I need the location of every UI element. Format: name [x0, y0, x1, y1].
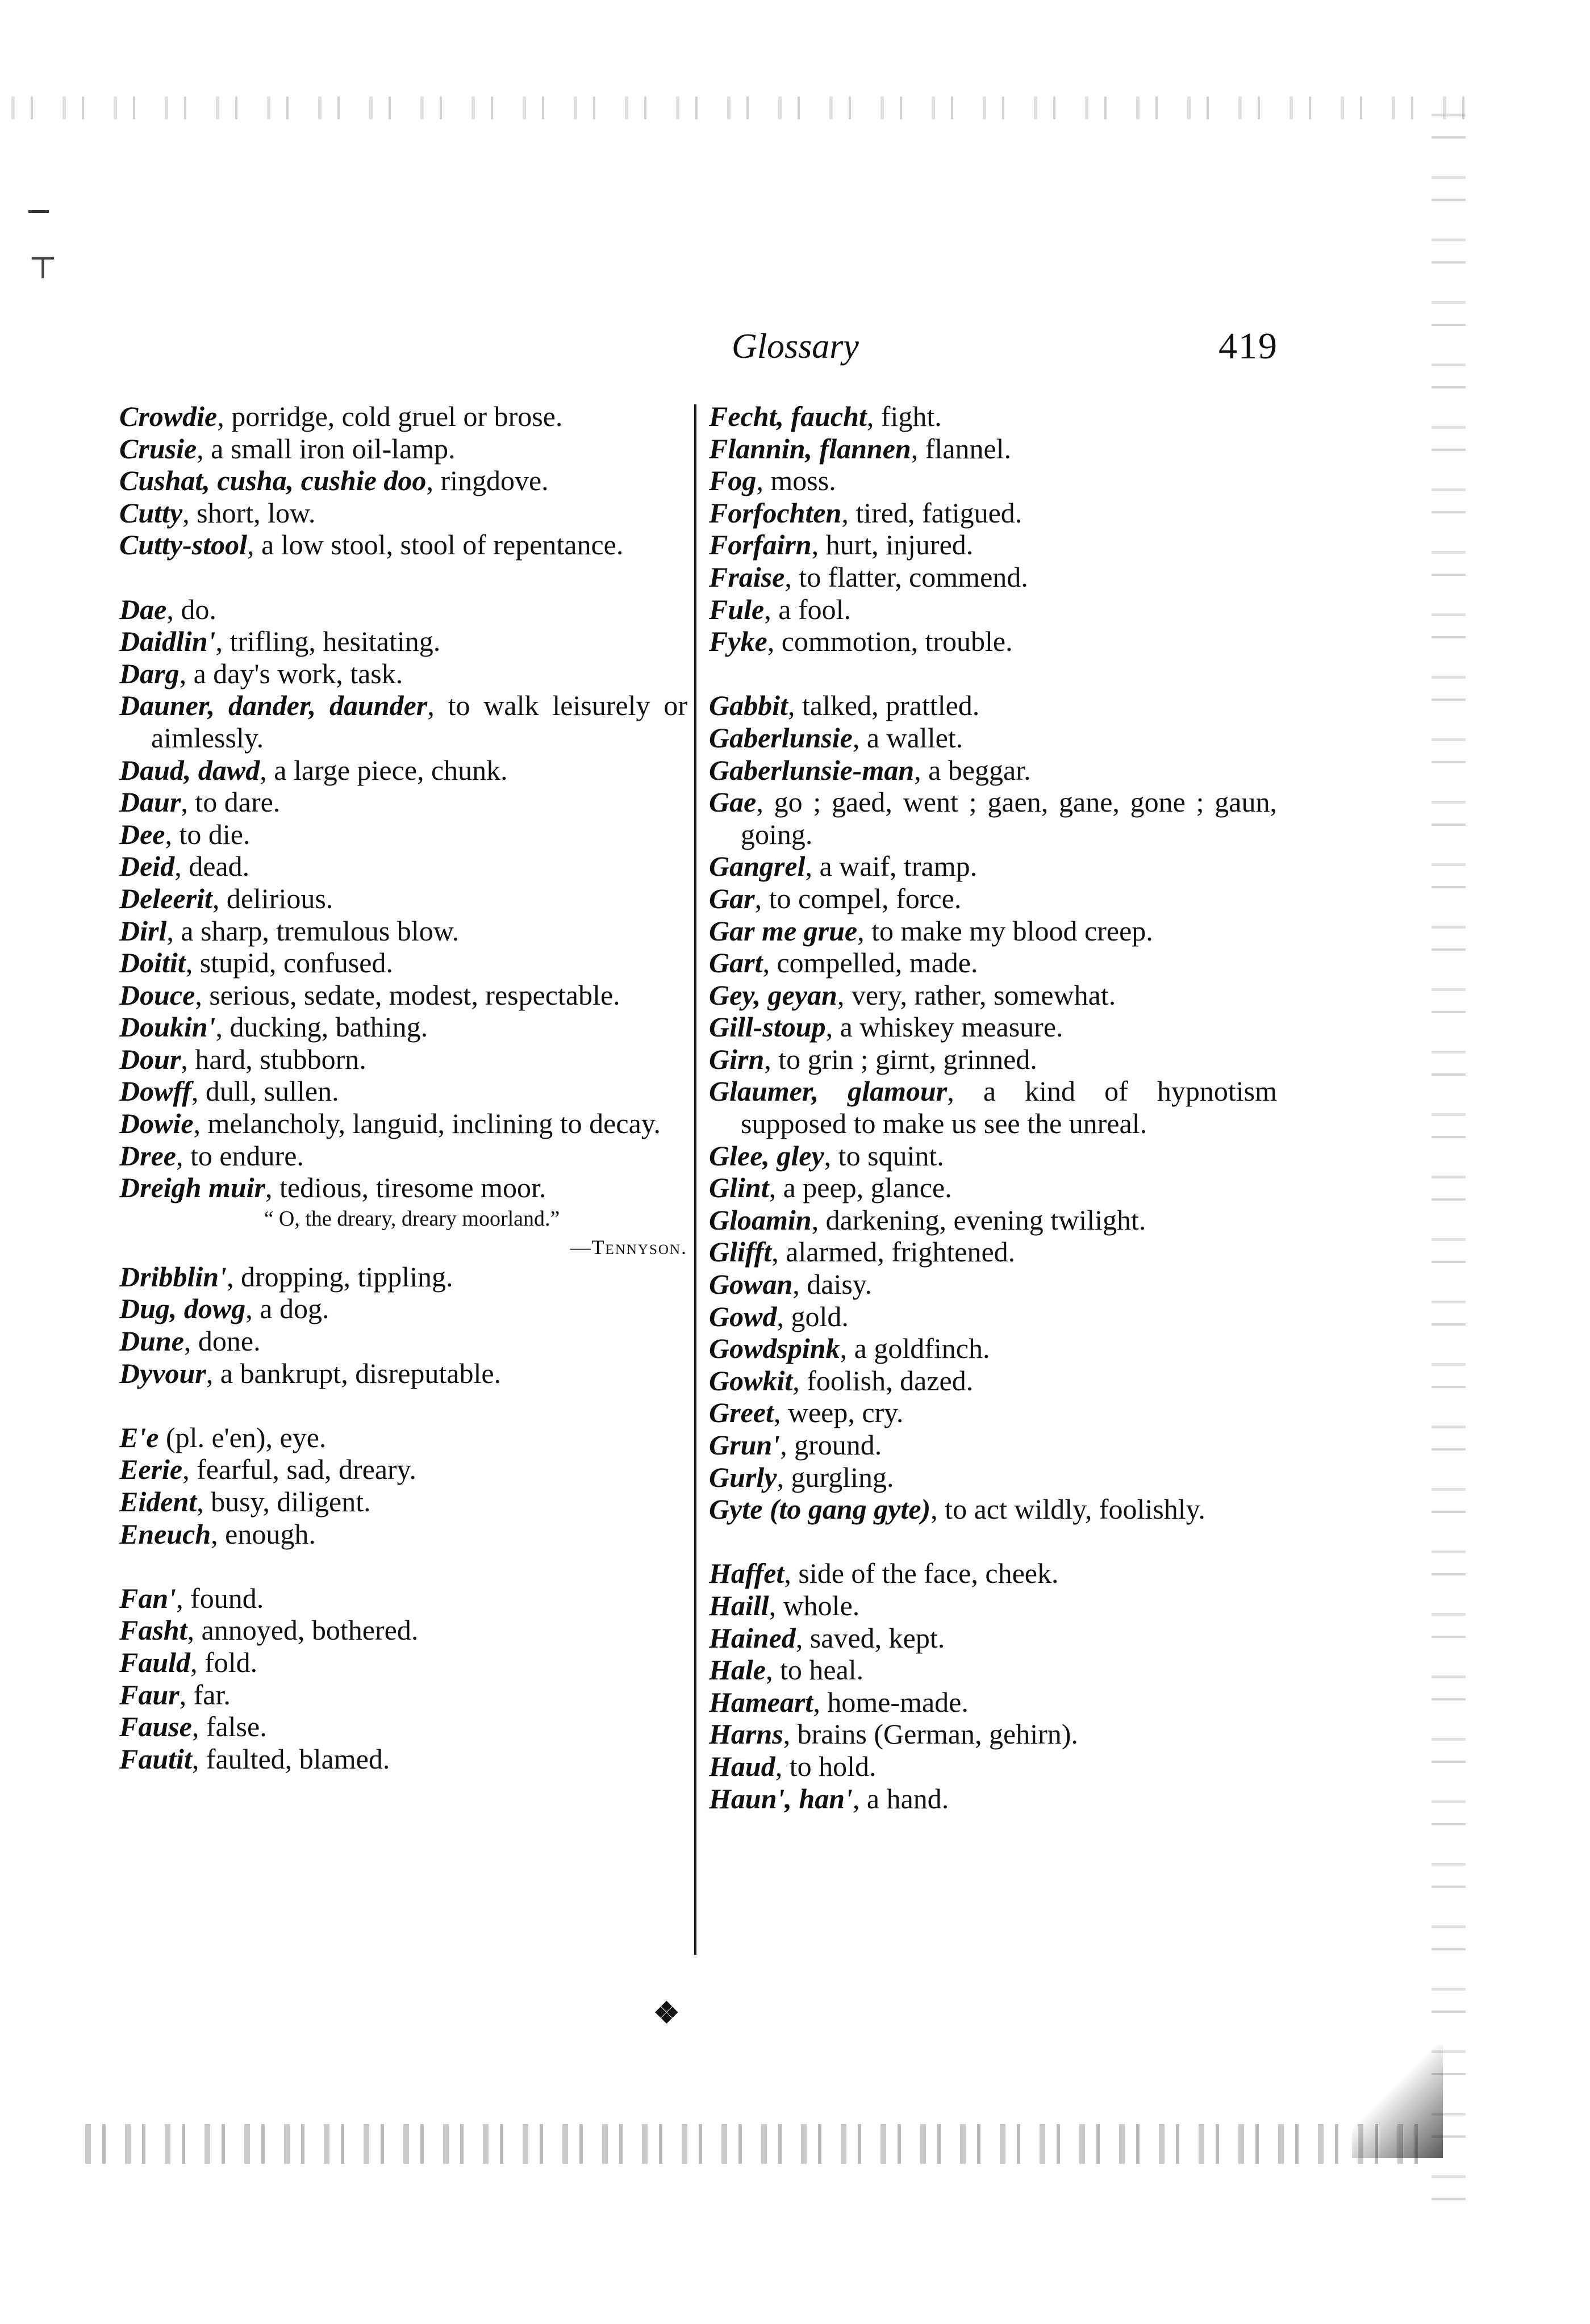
glossary-entry [709, 1590, 1277, 1622]
headword: Daur [119, 786, 181, 818]
definition: , porridge, cold gruel or brose. [217, 400, 563, 432]
glossary-column-right [709, 400, 1277, 1815]
definition: , gold. [777, 1300, 849, 1332]
headword: Gangrel [709, 850, 806, 883]
glossary-entry [119, 883, 687, 915]
headword: Fyke [709, 625, 767, 658]
glossary-entry [709, 1783, 1277, 1815]
quotation: “ O, the dreary, dreary moorland.” [264, 1206, 560, 1231]
definition: , to heal. [765, 1654, 864, 1686]
headword: Grun' [709, 1429, 781, 1461]
glossary-entry [119, 915, 687, 947]
glossary-entry [709, 915, 1277, 947]
headword: E'e [119, 1421, 159, 1453]
headword: Deleerit [119, 882, 212, 914]
glossary-entry [709, 529, 1277, 561]
definition: , to compel, force. [754, 882, 962, 914]
definition: , a bankrupt, disreputable. [206, 1357, 502, 1389]
glossary-column-left [119, 400, 687, 1775]
headword: Gowkit [709, 1364, 793, 1397]
definition: , stupid, confused. [185, 947, 393, 979]
definition: , fold. [190, 1646, 258, 1678]
glossary-entry [119, 1646, 687, 1679]
definition: , to hold. [775, 1750, 877, 1782]
definition: , ringdove. [426, 465, 549, 497]
definition: , found. [176, 1582, 264, 1614]
glossary-entry [709, 1622, 1277, 1654]
definition: , a low stool, stool of repentance. [247, 529, 624, 561]
headword: Daidlin' [119, 625, 216, 658]
definition: , brains (German, gehirn). [783, 1718, 1078, 1750]
glossary-entry [709, 1172, 1277, 1204]
definition: , a dog. [245, 1293, 329, 1325]
headword: Dree [119, 1139, 176, 1172]
glossary-entry [709, 1429, 1277, 1461]
glossary-entry [119, 433, 687, 465]
headword: Glee, gley [709, 1139, 824, 1172]
printer-ornament-icon: ❖ [653, 1997, 680, 2030]
definition: , to endure. [176, 1139, 304, 1172]
glossary-entry [709, 1075, 1277, 1139]
definition: , darkening, evening twilight. [811, 1203, 1146, 1236]
headword: Doitit [119, 947, 186, 979]
definition: , done. [183, 1325, 261, 1357]
section-gap [709, 658, 1277, 690]
definition: , melancholy, languid, inclining to decay. [193, 1107, 661, 1140]
glossary-entry [709, 883, 1277, 915]
definition: , flannel. [911, 432, 1012, 465]
glossary-entry [709, 1461, 1277, 1494]
definition: , alarmed, frightened. [771, 1236, 1016, 1268]
headword: Hained [709, 1621, 796, 1654]
headword: Dowie [119, 1107, 194, 1140]
glossary-entry [119, 754, 687, 787]
glossary-entry [119, 400, 687, 433]
headword: Dreigh muir [119, 1172, 266, 1204]
definition: , enough. [211, 1518, 316, 1550]
definition: , a large piece, chunk. [260, 754, 508, 786]
definition: , a beggar. [914, 754, 1031, 786]
glossary-entry [709, 947, 1277, 979]
definition: , go ; gaed, went ; gaen, gane, gone ; gaun, going. [741, 786, 1277, 850]
glossary-entry [709, 1236, 1277, 1268]
section-gap [709, 1525, 1277, 1558]
glossary-entry [119, 1453, 687, 1486]
definition: , fight. [866, 400, 942, 432]
headword: Haill [709, 1589, 769, 1621]
headword: Gowan [709, 1268, 793, 1301]
glossary-entry [709, 400, 1277, 433]
headword: Dyvour [119, 1357, 206, 1389]
section-gap [119, 1389, 687, 1422]
definition: , ducking, bathing. [215, 1011, 428, 1043]
definition: , gurgling. [777, 1461, 894, 1493]
definition: , false. [191, 1711, 267, 1743]
headword: Crowdie [119, 400, 218, 432]
headword: Fule [709, 593, 765, 625]
definition: , a hand. [852, 1782, 949, 1815]
glossary-entry [709, 1397, 1277, 1429]
headword: Gurly [709, 1461, 777, 1493]
glossary-entry [119, 850, 687, 883]
glossary-entry [709, 1204, 1277, 1236]
glossary-entry [709, 465, 1277, 497]
glossary-entry [119, 593, 687, 626]
headword: Gowd [709, 1300, 777, 1332]
headword: Forfochten [709, 496, 842, 529]
glossary-entry [709, 689, 1277, 722]
headword: Glifft [709, 1236, 772, 1268]
definition: , tedious, tiresome moor. [265, 1172, 546, 1204]
definition: , dull, sullen. [191, 1075, 339, 1107]
headword: Gyte (to gang gyte) [709, 1493, 931, 1525]
headword: Eident [119, 1486, 197, 1518]
definition: , trifling, hesitating. [215, 625, 441, 658]
glossary-entry [709, 561, 1277, 593]
headword: Glint [709, 1172, 769, 1204]
glossary-entry [709, 754, 1277, 787]
quotation-attribution: —Tennyson. [570, 1235, 687, 1259]
definition: , hurt, injured. [811, 529, 974, 561]
definition: , faulted, blamed. [191, 1742, 390, 1775]
definition: , a small iron oil-lamp. [197, 432, 456, 465]
headword: Fraise [709, 561, 785, 593]
definition: , annoyed, bothered. [187, 1614, 419, 1646]
headword: Deid [119, 850, 175, 883]
glossary-entry [119, 1075, 687, 1107]
glossary-entry [119, 1325, 687, 1357]
scan-edge-noise-bottom [85, 2124, 1437, 2164]
glossary-entry [119, 529, 687, 561]
definition: , far. [179, 1678, 231, 1711]
definition: (pl. e'en), eye. [158, 1421, 327, 1453]
scan-edge-noise-right [1432, 114, 1466, 2215]
headword: Dirl [119, 914, 167, 947]
definition: , dropping, tippling. [226, 1260, 453, 1293]
definition: , talked, prattled. [787, 689, 980, 722]
definition: , a whiskey measure. [825, 1011, 1063, 1043]
glossary-entry [709, 1750, 1277, 1783]
glossary-entry [709, 1011, 1277, 1043]
definition: , busy, diligent. [197, 1486, 371, 1518]
section-gap [119, 561, 687, 593]
glossary-entry [119, 818, 687, 851]
glossary-entry [119, 1743, 687, 1775]
glossary-entry [119, 1107, 687, 1140]
headword: Gabbit [709, 689, 788, 722]
glossary-entry [709, 1043, 1277, 1076]
definition: , to grin ; girnt, grinned. [764, 1043, 1037, 1075]
headword: Hale [709, 1654, 766, 1686]
headword: Greet [709, 1397, 774, 1429]
headword: Fautit [119, 1742, 192, 1775]
glossary-entry [119, 465, 687, 497]
headword: Gar me grue [709, 914, 858, 947]
glossary-entry [119, 1261, 687, 1293]
headword: Dauner, dander, daunder [119, 689, 428, 722]
margin-mark [28, 210, 49, 213]
definition: , a sharp, tremulous blow. [166, 914, 460, 947]
glossary-entry [119, 947, 687, 979]
definition: , to dare. [181, 786, 281, 818]
headword: Eneuch [119, 1518, 211, 1550]
headword: Douce [119, 979, 195, 1011]
headword: Dee [119, 818, 165, 850]
glossary-entry [709, 1718, 1277, 1750]
headword: Gaberlunsie [709, 721, 853, 754]
headword: Dour [119, 1043, 181, 1075]
headword: Gloamin [709, 1203, 812, 1236]
headword: Gar [709, 882, 755, 914]
margin-mark-glyph: ⊤ [28, 251, 57, 285]
headword: Glaumer, glamour [709, 1075, 948, 1107]
glossary-entry [119, 497, 687, 529]
glossary-entry [119, 786, 687, 818]
headword: Haun', han' [709, 1782, 853, 1815]
definition: , ground. [780, 1429, 882, 1461]
definition: , a goldfinch. [840, 1332, 990, 1365]
headword: Doukin' [119, 1011, 216, 1043]
glossary-entry [709, 850, 1277, 883]
page-header [119, 318, 1278, 381]
headword: Cushat, cusha, cushie doo [119, 465, 427, 497]
headword: Darg [119, 657, 180, 689]
definition: , a wallet. [852, 721, 963, 754]
headword: Girn [709, 1043, 765, 1075]
definition: , do. [166, 593, 216, 625]
section-gap [119, 1550, 687, 1582]
glossary-entry [119, 1711, 687, 1743]
definition: , a peep, glance. [769, 1172, 952, 1204]
definition: , side of the face, cheek. [784, 1557, 1059, 1590]
headword: Forfairn [709, 529, 812, 561]
glossary-entry [709, 433, 1277, 465]
headword: Gill-stoup [709, 1011, 826, 1043]
headword: Dribblin' [119, 1260, 227, 1293]
glossary-entry [119, 1011, 687, 1043]
glossary-entry [709, 1493, 1277, 1525]
headword: Gart [709, 947, 763, 979]
page-number: 419 [1218, 325, 1278, 367]
definition: , delirious. [212, 882, 333, 914]
definition: , whole. [769, 1589, 860, 1621]
headword: Gae [709, 786, 757, 818]
glossary-entry [709, 593, 1277, 626]
headword: Flannin, flannen [709, 432, 911, 465]
headword: Cutty-stool [119, 529, 248, 561]
glossary-entry [119, 1357, 687, 1390]
glossary-entry [709, 1365, 1277, 1397]
definition: , to squint. [824, 1139, 944, 1172]
definition: , to make my blood creep. [857, 914, 1153, 947]
glossary-entry [709, 1301, 1277, 1333]
glossary-entry [709, 497, 1277, 529]
definition: , fearful, sad, dreary. [182, 1453, 416, 1486]
headword: Faur [119, 1678, 180, 1711]
glossary-entry [119, 1422, 687, 1454]
definition: , a kind of hypnotism supposed to make us see the unreal. [741, 1075, 1278, 1140]
glossary-entry [119, 1172, 687, 1204]
headword: Gaberlunsie-man [709, 754, 915, 786]
glossary-entry [119, 1140, 687, 1172]
definition: , weep, cry. [773, 1397, 904, 1429]
definition: , to flatter, commend. [784, 561, 1028, 593]
column-divider [694, 404, 696, 1955]
glossary-entry [709, 1140, 1277, 1172]
glossary-entry [119, 1518, 687, 1550]
glossary-entry [709, 722, 1277, 754]
glossary-entry [709, 1332, 1277, 1365]
definition: , foolish, dazed. [792, 1364, 974, 1397]
definition: , a day's work, task. [179, 657, 403, 689]
headword: Fog [709, 465, 757, 497]
scan-edge-noise-top [11, 97, 1466, 119]
headword: Hameart [709, 1686, 813, 1718]
definition: , compelled, made. [762, 947, 978, 979]
definition: , a fool. [764, 593, 851, 625]
definition: , moss. [756, 465, 836, 497]
headword: Dune [119, 1325, 184, 1357]
definition: , dead. [174, 850, 250, 883]
glossary-entry [119, 1614, 687, 1646]
glossary-entry [119, 689, 687, 754]
headword: Daud, dawd [119, 754, 260, 786]
glossary-entry [709, 1268, 1277, 1301]
glossary-entry [119, 658, 687, 690]
headword: Harns [709, 1718, 783, 1750]
page-corner-shadow [1352, 2045, 1443, 2158]
headword: Dug, dowg [119, 1293, 246, 1325]
definition: , saved, kept. [795, 1621, 945, 1654]
definition: , daisy. [792, 1268, 873, 1301]
glossary-entry [119, 1293, 687, 1325]
headword: Crusie [119, 432, 197, 465]
glossary-entry [709, 1654, 1277, 1686]
headword: Fauld [119, 1646, 191, 1678]
headword: Dae [119, 593, 167, 625]
headword: Cutty [119, 496, 183, 529]
definition: , short, low. [182, 496, 316, 529]
glossary-entry [119, 979, 687, 1011]
definition: , hard, stubborn. [181, 1043, 366, 1075]
glossary-entry [119, 625, 687, 658]
headword: Fause [119, 1711, 192, 1743]
headword: Gowdspink [709, 1332, 840, 1365]
glossary-entry [709, 1557, 1277, 1590]
glossary-entry [119, 1582, 687, 1615]
headword: Haud [709, 1750, 775, 1782]
headword: Fan' [119, 1582, 177, 1614]
glossary-entry [119, 1679, 687, 1711]
definition: , to walk leisurely or aimlessly. [151, 689, 687, 754]
definition: , a waif, tramp. [805, 850, 978, 883]
headword: Dowff [119, 1075, 191, 1107]
definition: , very, rather, somewhat. [837, 979, 1116, 1011]
headword: Haffet [709, 1557, 784, 1590]
definition: , commotion, trouble. [767, 625, 1013, 658]
headword: Fecht, faucht [709, 400, 867, 432]
running-title: Glossary [732, 327, 859, 366]
glossary-entry [119, 1486, 687, 1518]
definition: , tired, fatigued. [841, 496, 1023, 529]
glossary-entry [709, 1686, 1277, 1719]
definition: , serious, sedate, modest, respectable. [195, 979, 620, 1011]
definition: , to act wildly, foolishly. [930, 1493, 1205, 1525]
glossary-entry [119, 1043, 687, 1076]
headword: Fasht [119, 1614, 187, 1646]
headword: Eerie [119, 1453, 183, 1486]
glossary-entry [709, 786, 1277, 850]
glossary-entry [709, 979, 1277, 1011]
headword: Gey, geyan [709, 979, 837, 1011]
definition: , to die. [165, 818, 251, 850]
glossary-entry [709, 625, 1277, 658]
definition: , home-made. [813, 1686, 969, 1718]
